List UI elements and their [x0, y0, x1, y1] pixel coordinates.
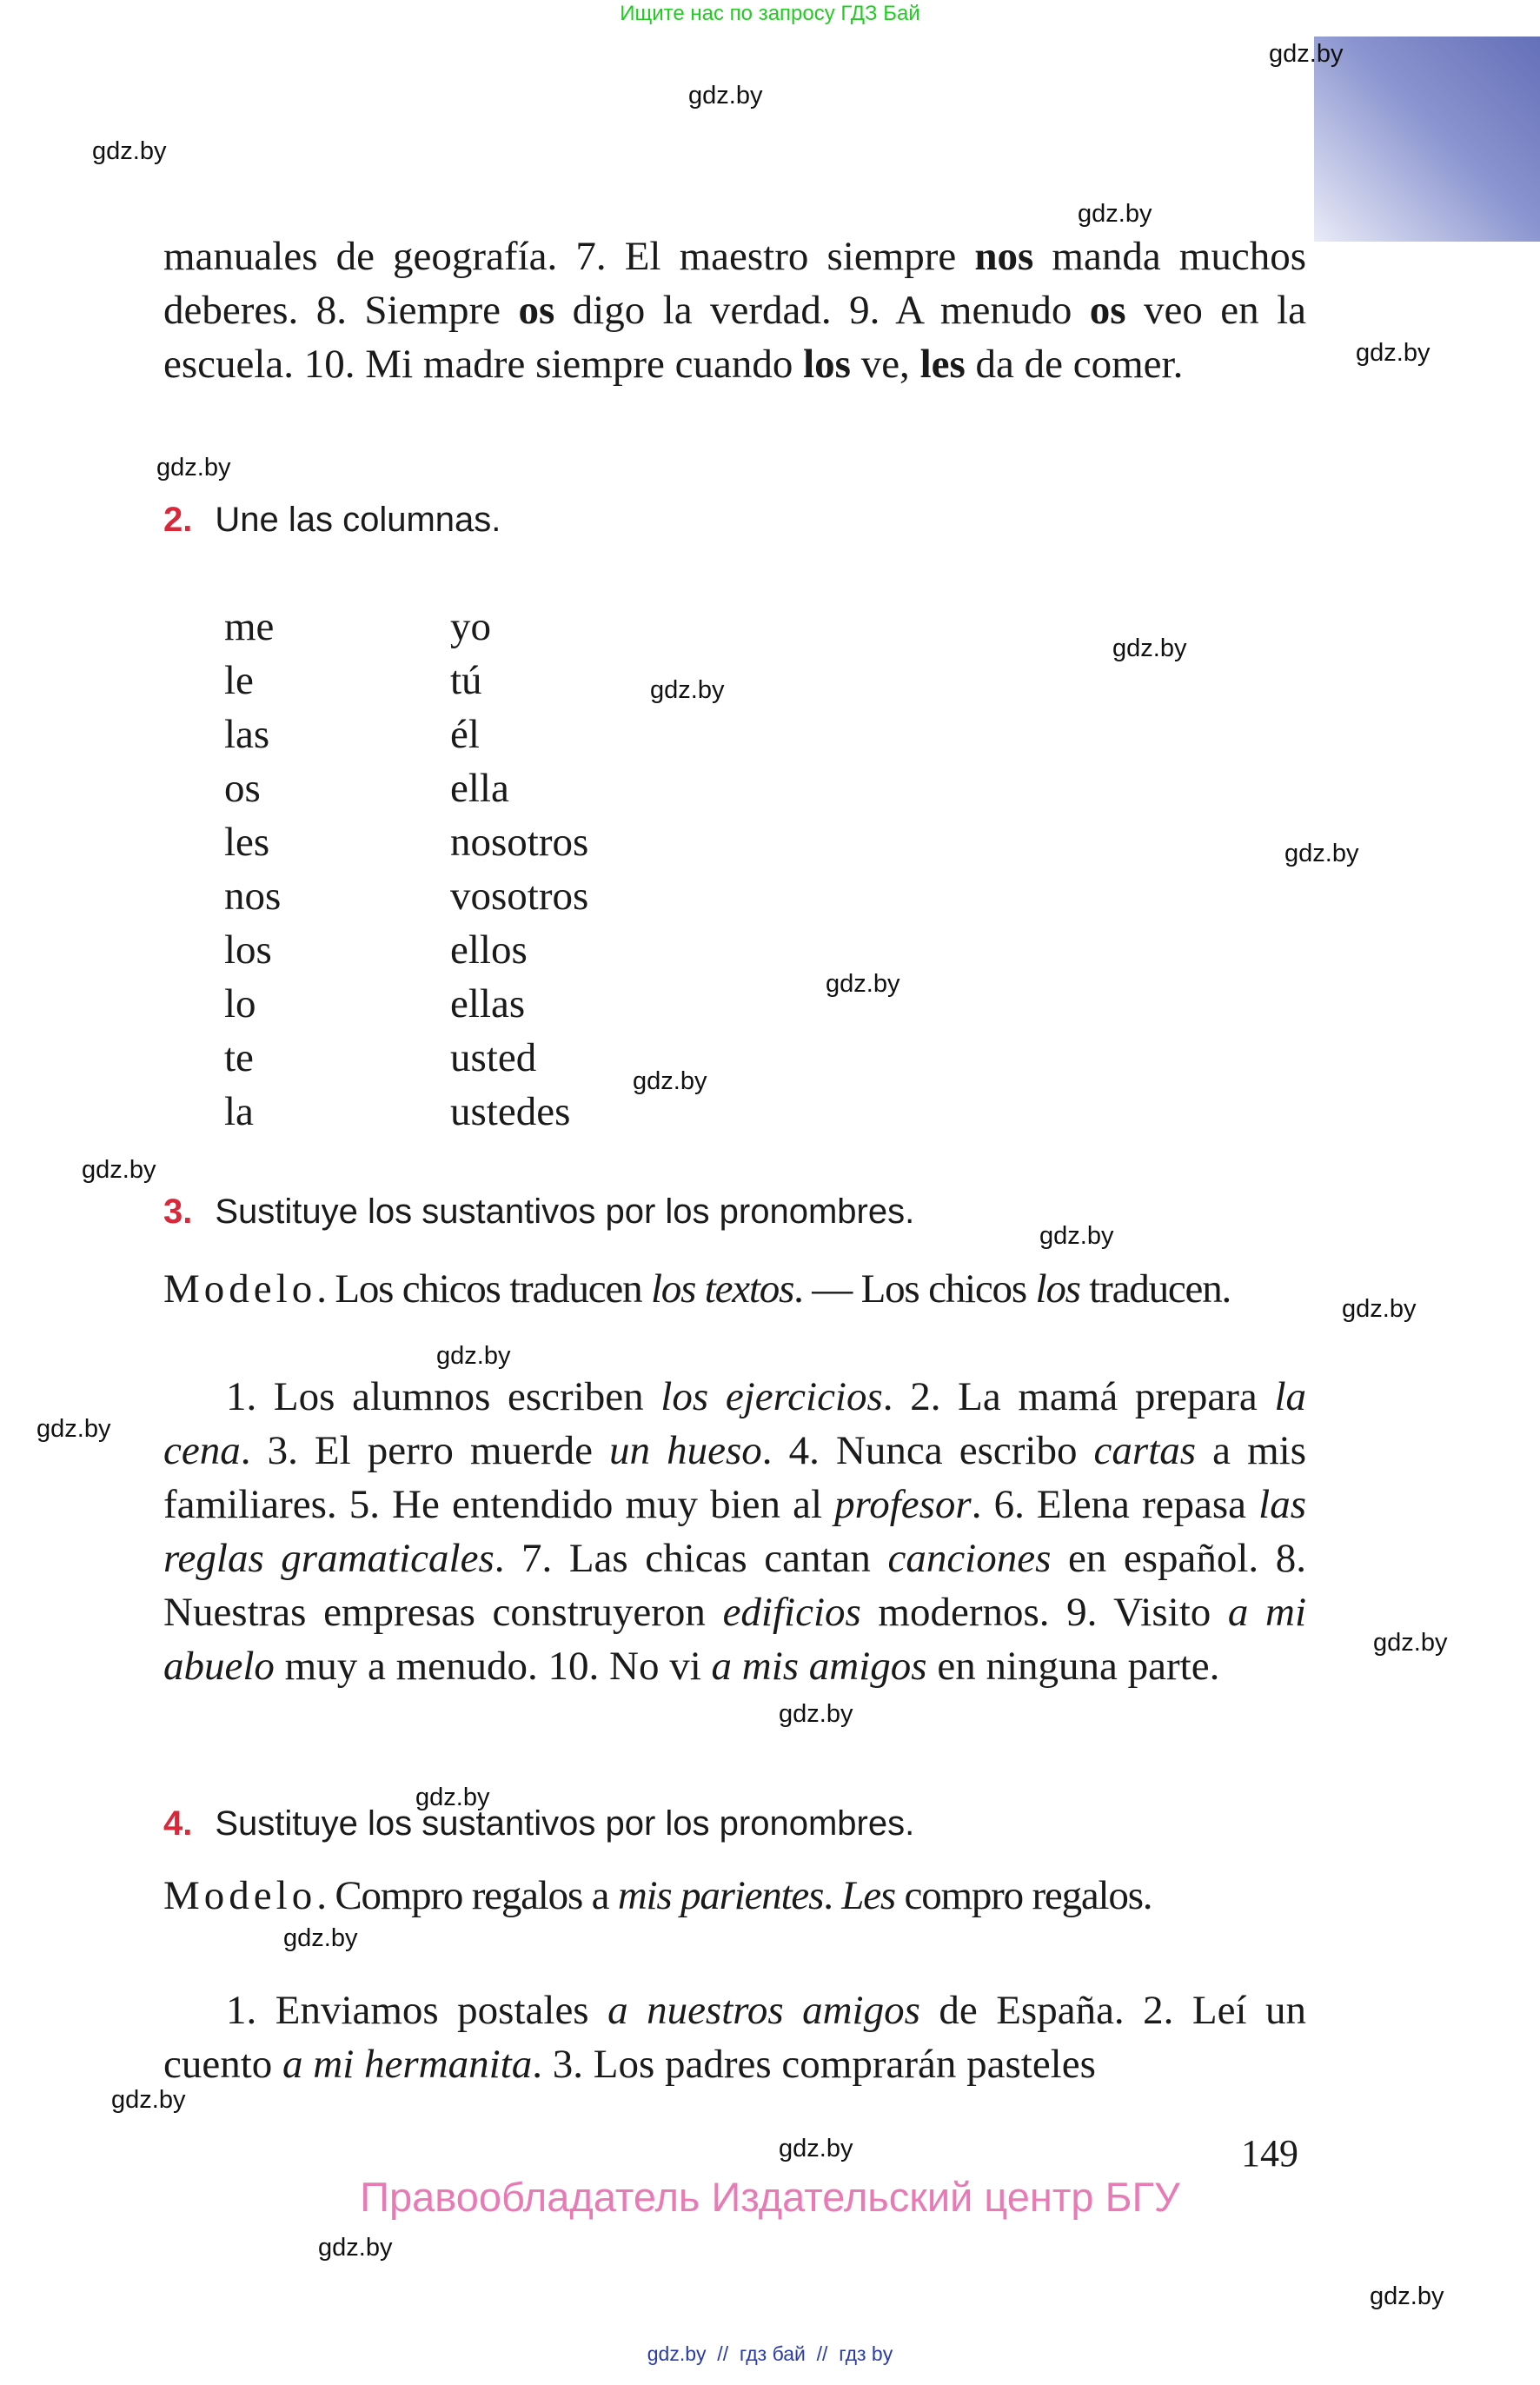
subject-pronoun-item: él [450, 712, 480, 757]
pronoun-item: lo [224, 981, 256, 1026]
watermark: gdz.by [156, 454, 231, 482]
pronoun-item: te [224, 1035, 254, 1080]
continuation-paragraph: manuales de geografía. 7. El maestro siempre nos manda muchos deberes. 8. Siempre os digo la verdad. 9. A menudo os veo en la escuela. 10. Mi madre siempre cuando los ve, les da de comer. [163, 234, 1307, 387]
subject-pronoun-item: ella [450, 766, 509, 811]
watermark: gdz.by [92, 137, 167, 165]
watermark: gdz.by [37, 1415, 111, 1443]
watermark: gdz.by [82, 1156, 156, 1184]
exercise-number: 2. [163, 501, 193, 539]
subject-pronoun-item: ellos [450, 927, 528, 973]
exercise-4-model: Modelo. Compro regalos a mis parientes. Les compro regalos. [163, 1873, 1152, 1918]
exercise-number: 4. [163, 1804, 193, 1843]
pronoun-item: les [224, 820, 270, 865]
pronoun-item: los [224, 927, 272, 973]
watermark: gdz.by [1370, 2282, 1444, 2310]
exercise-3-body: 1. Los alumnos escriben los ejercicios. 2. La mamá prepara la cena. 3. El perro muerde un hueso. 4. Nunca escribo cartas a mis familiares. 5. He entendido muy bien al profesor. 6. Elena repasa las reglas gramaticales. 7. Las chicas cantan canciones en español. 8. Nuestras empresas construyeron edificios modernos. 9. Visito a mi abuelo muy a menudo. 10. No vi a mis amigos en ninguna parte. [163, 1374, 1307, 1689]
pronoun-item: las [224, 712, 270, 757]
pronoun-item: me [224, 604, 275, 649]
exercise-title: Une las columnas. [215, 501, 501, 539]
watermark: gdz.by [826, 970, 900, 998]
watermark: gdz.by [779, 1700, 853, 1728]
pronoun-item: la [224, 1089, 254, 1134]
exercise-4-heading [163, 1804, 914, 1844]
exercise-3-model: Modelo. Los chicos traducen los textos. — Los chicos los traducen. [163, 1266, 1231, 1312]
subject-pronoun-item: yo [450, 604, 491, 649]
exercise-title: Sustituye los sustantivos por los pronombres. [215, 1192, 915, 1231]
exercise-title: Sustituye los sustantivos por los pronombres. [215, 1804, 915, 1843]
pronoun-item: le [224, 658, 254, 703]
watermark: gdz.by [779, 2135, 853, 2162]
watermark: gdz.by [1373, 1629, 1448, 1657]
exercise-2-heading [163, 501, 501, 540]
copyright-notice: Правообладатель Издательский центр БГУ [360, 2174, 1180, 2220]
watermark: gdz.by [688, 82, 763, 110]
watermark: gdz.by [650, 676, 725, 704]
subject-pronoun-item: nosotros [450, 820, 589, 865]
watermark: gdz.by [1039, 1222, 1114, 1250]
exercise-4-body: 1. Enviamos postales a nuestros amigos de España. 2. Leí un cuento a mi hermanita. 3. Los padres comprarán pasteles [163, 1988, 1306, 2087]
watermark: gdz.by [111, 2086, 186, 2114]
pronoun-column [224, 600, 281, 1139]
watermark: gdz.by [415, 1784, 490, 1811]
corner-decoration [1314, 37, 1540, 242]
subject-pronoun-item: ellas [450, 981, 526, 1026]
watermark: gdz.by [436, 1342, 511, 1370]
page-number: 149 [1241, 2132, 1298, 2175]
watermark: gdz.by [1284, 840, 1359, 867]
watermark: gdz.by [1342, 1295, 1417, 1323]
watermark: gdz.by [1356, 339, 1430, 367]
pronoun-item: os [224, 766, 261, 811]
watermark: gdz.by [1112, 634, 1187, 662]
watermark: gdz.by [1078, 200, 1152, 228]
exercise-3-heading [163, 1192, 914, 1232]
top-banner: Ищите нас по запросу ГДЗ Бай [620, 2, 920, 25]
watermark: gdz.by [1269, 40, 1344, 68]
exercise-number: 3. [163, 1192, 193, 1231]
subject-column [450, 600, 588, 1139]
watermark: gdz.by [283, 1924, 358, 1952]
subject-pronoun-item: vosotros [450, 874, 589, 919]
footer-links: gdz.by // гдз бай // гдз by [647, 2342, 893, 2365]
subject-pronoun-item: tú [450, 658, 482, 703]
watermark: gdz.by [633, 1067, 707, 1095]
subject-pronoun-item: ustedes [450, 1089, 571, 1134]
pronoun-item: nos [224, 874, 282, 919]
subject-pronoun-item: usted [450, 1035, 537, 1080]
watermark: gdz.by [318, 2234, 393, 2262]
